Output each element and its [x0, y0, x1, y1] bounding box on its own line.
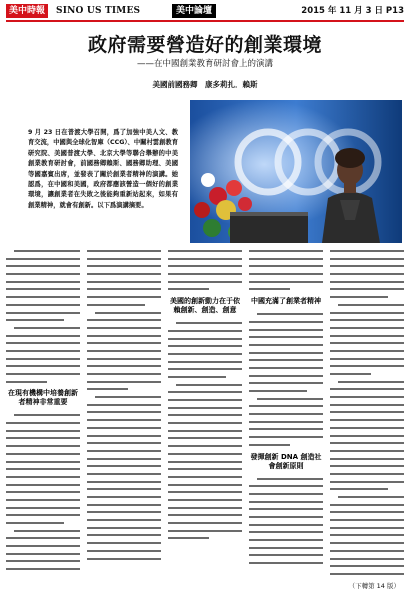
body-text — [330, 247, 404, 577]
body-column — [330, 247, 404, 577]
article-byline: 美國前國務卿 康多莉扎．賴斯 — [152, 80, 258, 89]
body-text — [249, 310, 323, 448]
article-subhead: ——在中國創業教育研討會上的演講 — [136, 59, 273, 69]
subhead-2: 美國的創新動力在于依賴創新、創造、創意 — [170, 297, 240, 315]
continued-note: （下轉第 14 版） — [348, 582, 400, 590]
body-text — [6, 411, 80, 572]
body-column — [168, 247, 242, 577]
body-text — [6, 247, 80, 385]
body-text — [168, 319, 242, 542]
brand-name-en: SINO US TIMES — [56, 6, 141, 16]
body-text — [87, 247, 161, 562]
issue-date: 2015 年 11 月 3 日 P13 — [301, 6, 404, 16]
body-column — [87, 247, 161, 577]
masthead — [6, 4, 404, 20]
body-column — [249, 247, 323, 577]
section-label: 美中論壇 — [172, 4, 216, 18]
lead-paragraph: 9 月 23 日在普渡大學召開，爲了加強中美人文、教育交流，中國與全球化智庫（CCG）、中關村雲創教育研究院、美國普渡大學、北京大學等聯合舉辦的中美創業教育研討會，前國務卿賴斯、國務卿助理、美國等國嘉賓出席，並發表了關於創業者精神的演講。她認爲，在中國和美國，政府都應該營造一個好的創業環境，讓創業者在失敗之後能夠重新站起來，如果有創業精神，就會有創新。以下爲演講摘要。 — [28, 129, 178, 209]
article-headline: 政府需要營造好的創業環境 — [87, 34, 322, 56]
body-text — [168, 247, 242, 293]
brand-logo-cn: 美中時報 — [6, 4, 48, 18]
body-column — [6, 247, 80, 577]
body-text — [249, 475, 323, 567]
subhead-3: 中國充滿了創業者精神 — [251, 297, 321, 306]
speaker-photo — [190, 100, 402, 243]
subhead-4: 發揮創新 DNA 創造社會創新原則 — [250, 452, 322, 470]
article-body — [6, 247, 404, 577]
masthead-rule — [6, 20, 404, 22]
subhead-1: 在現有機構中培養創新者精神非常重要 — [8, 389, 78, 407]
body-text — [249, 247, 323, 293]
